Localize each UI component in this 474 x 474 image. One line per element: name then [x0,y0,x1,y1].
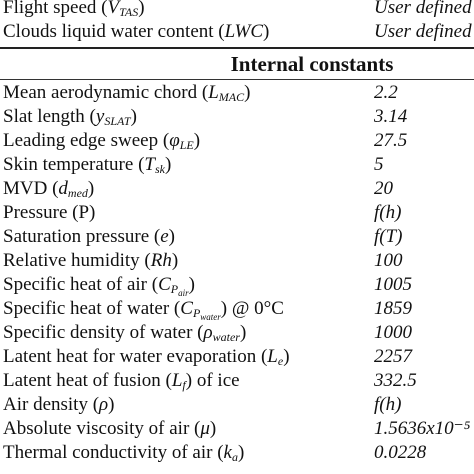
row-value: User defined [374,21,472,42]
row-value: f(h) [374,202,402,223]
table-row [0,345,474,369]
row-label: Mean aerodynamic chord $(L_{MAC})$ [3,82,251,104]
row-value: 2.2 [374,82,398,103]
table-row [0,417,474,441]
table-row [0,177,474,201]
row-label: Air density (ρ) [3,394,115,415]
table-row [0,81,474,105]
row-value: 1000 [374,322,412,343]
row-label: Clouds liquid water content (LWC) [3,21,270,42]
row-value: 3.14 [374,106,408,127]
row-value: f(h) [374,394,402,415]
table-row [0,369,474,393]
row-label: Skin temperature $(T_{sk})$ [3,154,172,176]
row-value: 20 [374,178,393,199]
constants-list [0,81,474,465]
table-row [0,441,474,465]
row-value: 5 [374,154,384,175]
row-value: 1.5636x10⁻⁵ [374,418,471,439]
row-value: f(T) [374,226,403,247]
table-row [0,129,474,153]
section-divider [0,79,474,80]
section-header [0,49,474,79]
row-label: Latent heat for water evaporation $(L_e)$ [3,346,290,368]
row-label: Specific density of water $(\rho_{water})$ [3,322,247,344]
row-label: Saturation pressure (e) [3,226,175,247]
row-label: Latent heat of fusion $(L_f)$ of ice [3,370,240,392]
table-row-flight-speed [0,0,474,20]
row-value: 2257 [374,346,412,367]
row-label: Absolute viscosity of air (μ) [3,418,217,439]
row-label: Specific heat of air $(C_{P_{air}})$ [3,274,195,298]
row-label: Leading edge sweep $(\varphi_{LE})$ [3,130,201,152]
table-row [0,321,474,345]
row-label: MVD $(d_{med})$ [3,178,95,200]
table-row [0,153,474,177]
section-title: Internal constants [230,52,394,76]
table-row [0,105,474,129]
row-value: 100 [374,250,403,271]
table-row [0,297,474,321]
row-label: Thermal conductivity of air $(k_a)$ [3,442,245,464]
table-row-lwc [0,20,474,44]
row-label: Slat length $(y_{SLAT})$ [3,106,137,128]
table-row [0,225,474,249]
row-label: Flight speed $(V_{TAS})$ [3,0,145,19]
table-row [0,393,474,417]
row-label: Pressure (P) [3,202,96,223]
row-value: 332.5 [374,370,417,391]
row-value: User defined [374,0,472,18]
row-label: Relative humidity (Rh) [3,250,179,271]
table-row [0,201,474,225]
row-label: Specific heat of water $(C_{P_{water}})$ @ 0°C [3,298,284,322]
row-value: 0.0228 [374,442,427,463]
row-value: 1859 [374,298,412,319]
row-value: 1005 [374,274,412,295]
row-value: 27.5 [374,130,408,151]
table-row [0,249,474,273]
table-row [0,273,474,297]
